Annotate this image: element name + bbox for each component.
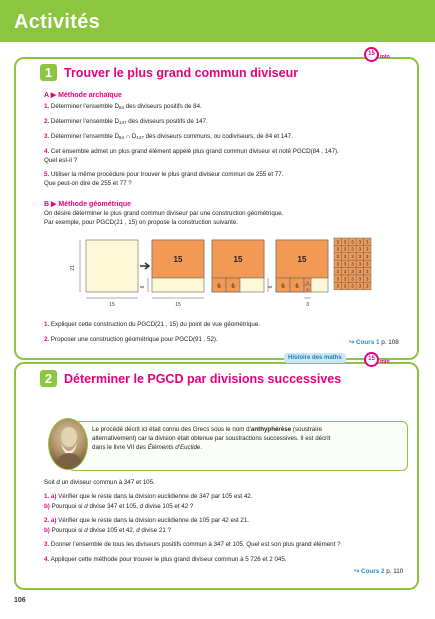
a-question-3: 3. Déterminer l’ensemble $D_{84}$ ∩ $D_{147}$ des diviseurs communs, ou codiviseurs, de 84 et 147. bbox=[44, 133, 293, 140]
a-question-4: 4. Cet ensemble admet un plus grand élément appelé plus grand commun diviseur et noté PGCD(84 , 147). bbox=[44, 148, 339, 155]
activity-2-title: Déterminer le PGCD par divisions successives bbox=[64, 372, 342, 386]
dim-label-15-a: 15 bbox=[109, 302, 115, 308]
svg-text:6: 6 bbox=[295, 284, 299, 290]
timer-unit: min bbox=[380, 358, 390, 365]
activity-1-number: 1 bbox=[40, 64, 57, 81]
svg-text:6: 6 bbox=[281, 284, 285, 290]
grid-square-label: 3 bbox=[358, 239, 362, 245]
grid-square-label: 3 bbox=[358, 254, 362, 260]
timer-unit: min bbox=[380, 53, 390, 60]
grid-square-label: 3 bbox=[343, 276, 347, 282]
grid-square-label: 3 bbox=[358, 283, 362, 289]
timer-icon: 15 bbox=[364, 352, 379, 367]
grid-square-label: 3 bbox=[351, 268, 354, 274]
activity-1-title: Trouver le plus grand commun diviseur bbox=[64, 66, 299, 80]
grid-square-label: 3 bbox=[343, 254, 347, 260]
grid-square-label: 3 bbox=[366, 246, 369, 252]
b-intro-line2: Par exemple, pour PGCD(21 , 15) on propose la construction suivante. bbox=[44, 219, 238, 226]
activity-1-timer bbox=[364, 47, 390, 62]
info-line-2: alternativement) car la division était obtenue par soustractions successives. Il est décrit bbox=[92, 435, 331, 442]
act2-intro: Soit d un diviseur commun à 347 et 105. bbox=[44, 479, 155, 486]
b-intro-line1: On désire déterminer le plus grand commun diviseur par une construction géométrique. bbox=[44, 210, 284, 217]
grid-square-label: 3 bbox=[343, 283, 347, 289]
dim-label-15-b: 15 bbox=[175, 302, 181, 308]
svg-text:15: 15 bbox=[233, 255, 243, 264]
grid-square-label: 3 bbox=[343, 246, 347, 252]
page-title: Activités bbox=[14, 11, 101, 33]
euclid-portrait-image bbox=[48, 418, 88, 470]
a-question-2: 2. Déterminer l’ensemble $D_{147}$ des diviseurs positifs de 147. bbox=[44, 118, 208, 125]
grid-square-label: 3 bbox=[366, 283, 369, 289]
grid-square-label: 3 bbox=[336, 254, 339, 260]
grid-square-label: 3 bbox=[336, 261, 339, 267]
grid-square-label: 3 bbox=[351, 283, 354, 289]
grid-square-label: 3 bbox=[351, 261, 354, 267]
grid-square-label: 3 bbox=[336, 268, 339, 274]
a-question-4-line2: Quel est-il ? bbox=[44, 157, 78, 164]
act2-question-3: 3. Donner l’ensemble de tous les diviseurs positifs commun à 347 et 105. Quel est son plus grand élément ? bbox=[44, 541, 341, 548]
svg-text:3: 3 bbox=[306, 287, 309, 292]
a-question-5: 5. Utiliser la même procédure pour trouver le plus grand diviseur commun de 255 et 77. bbox=[44, 171, 284, 178]
square-15-label: 15 bbox=[173, 255, 183, 264]
grid-square-label: 3 bbox=[336, 246, 339, 252]
grid-square-label: 3 bbox=[336, 276, 339, 282]
act2-question-1b: b) Pourquoi si d divise 347 et 105, d divise 105 et 42 ? bbox=[44, 503, 194, 510]
cours-1-link[interactable]: ↪ Cours 1 p. 108 bbox=[349, 339, 399, 346]
act2-question-4: 4. Appliquer cette méthode pour trouver le plus grand diviseur commun à 5 726 et 2 045. bbox=[44, 556, 287, 563]
svg-text:6: 6 bbox=[217, 284, 221, 290]
grid-square-label: 3 bbox=[336, 239, 339, 245]
grid-square-label: 3 bbox=[351, 246, 354, 252]
svg-text:3: 3 bbox=[306, 280, 309, 285]
grid-square-label: 3 bbox=[343, 239, 347, 245]
timer-icon: 15 bbox=[364, 47, 379, 62]
grid-square-label: 3 bbox=[366, 268, 369, 274]
svg-text:6: 6 bbox=[268, 285, 274, 289]
b-question-2: 2. Proposer une construction géométrique pour PGCD(91 , 52). bbox=[44, 336, 218, 343]
grid-square-label: 3 bbox=[351, 254, 354, 260]
a-question-5-line2: Que peut-on dire de 255 et 77 ? bbox=[44, 180, 132, 187]
grid-of-3-squares bbox=[334, 238, 371, 290]
histoire-des-maths-badge: Histoire des maths bbox=[284, 353, 346, 363]
rectangle-21x15 bbox=[86, 240, 138, 292]
cours-2-link[interactable]: ↪ Cours 2 p. 110 bbox=[354, 568, 404, 575]
grid-square-label: 3 bbox=[358, 276, 362, 282]
grid-square-label: 3 bbox=[366, 261, 369, 267]
activity-2-timer bbox=[364, 352, 390, 367]
activity-2-number: 2 bbox=[40, 370, 57, 387]
svg-text:15: 15 bbox=[297, 255, 307, 264]
section-a-heading: A ▶ Méthode archaïque bbox=[44, 92, 122, 99]
info-line-1: Le procédé décrit ici était connu des Grecs sous le nom d’anthyphérèse (soustraire bbox=[92, 426, 323, 433]
act2-question-2a: 2. a) Vérifier que le reste dans la division euclidienne de 105 par 42 est 21. bbox=[44, 517, 250, 524]
svg-text:6: 6 bbox=[231, 284, 235, 290]
grid-square-label: 3 bbox=[351, 239, 354, 245]
a-question-1: 1. Déterminer l’ensemble $D_{84}$ des diviseurs positifs de 84. bbox=[44, 103, 202, 110]
grid-square-label: 3 bbox=[358, 268, 362, 274]
dim-label-21: 21 bbox=[70, 265, 76, 271]
grid-square-label: 3 bbox=[336, 283, 339, 289]
act2-question-1a: 1. a) Vérifier que le reste dans la division euclidienne de 347 par 105 est 42. bbox=[44, 493, 253, 500]
geometric-construction-figure bbox=[62, 234, 382, 316]
grid-square-label: 3 bbox=[351, 276, 354, 282]
page-number: 106 bbox=[14, 597, 26, 604]
grid-square-label: 3 bbox=[343, 261, 347, 267]
grid-square-label: 3 bbox=[358, 261, 362, 267]
section-b-heading: B ▶ Méthode géométrique bbox=[44, 201, 132, 208]
dim-label-3: 3 bbox=[306, 302, 309, 308]
dim-label-6: 6 bbox=[140, 285, 146, 289]
b-question-1: 1. Expliquer cette construction du PGCD(21 , 15) du point de vue géométrique. bbox=[44, 321, 261, 328]
act2-question-2b: b) Pourquoi si d divise 105 et 42, d divise 21 ? bbox=[44, 527, 171, 534]
arrow-icon bbox=[140, 263, 149, 269]
grid-square-label: 3 bbox=[358, 246, 362, 252]
grid-square-label: 3 bbox=[366, 239, 369, 245]
info-line-3: dans le livre VII des Éléments d’Euclide. bbox=[92, 444, 203, 451]
grid-square-label: 3 bbox=[343, 268, 347, 274]
grid-square-label: 3 bbox=[366, 254, 369, 260]
grid-square-label: 3 bbox=[366, 276, 369, 282]
